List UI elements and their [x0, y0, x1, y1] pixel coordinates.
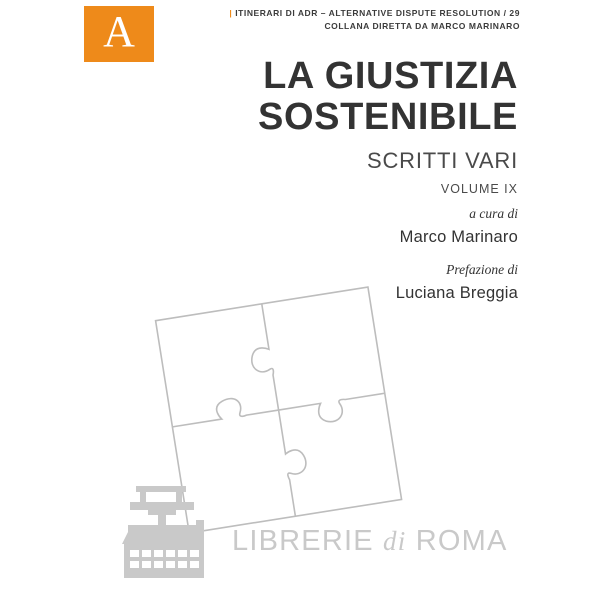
series-line-1 — [200, 8, 520, 18]
preface-author-name: Luciana Breggia — [395, 284, 518, 302]
watermark-text-end: ROMA — [415, 525, 508, 557]
subtitle: SCRITTI VARI — [367, 148, 518, 174]
title-block — [98, 56, 518, 196]
series-line-1-text: ITINERARI DI ADR – ALTERNATIVE DISPUTE RESOLUTION / 29 — [235, 8, 520, 18]
editor-name: Marco Marinaro — [399, 228, 518, 246]
title-line-2: SOSTENIBILE — [258, 96, 518, 139]
preface-label: Prefazione di — [446, 262, 518, 277]
series-info — [200, 8, 520, 31]
watermark-text-main: LIBRERIE — [232, 525, 374, 557]
editor-block — [98, 206, 518, 247]
puzzle-illustration — [118, 272, 448, 572]
publisher-logo-letter: A — [103, 7, 135, 56]
title-line-1: LA GIUSTIZIA — [263, 55, 518, 97]
watermark-text-italic: di — [383, 526, 407, 556]
publisher-logo — [84, 6, 154, 62]
series-accent-bar: | — [229, 8, 233, 18]
series-line-2: COLLANA DIRETTA DA MARCO MARINARO — [324, 21, 520, 31]
volume-label: VOLUME IX — [440, 182, 518, 197]
editor-label: a cura di — [469, 206, 518, 221]
